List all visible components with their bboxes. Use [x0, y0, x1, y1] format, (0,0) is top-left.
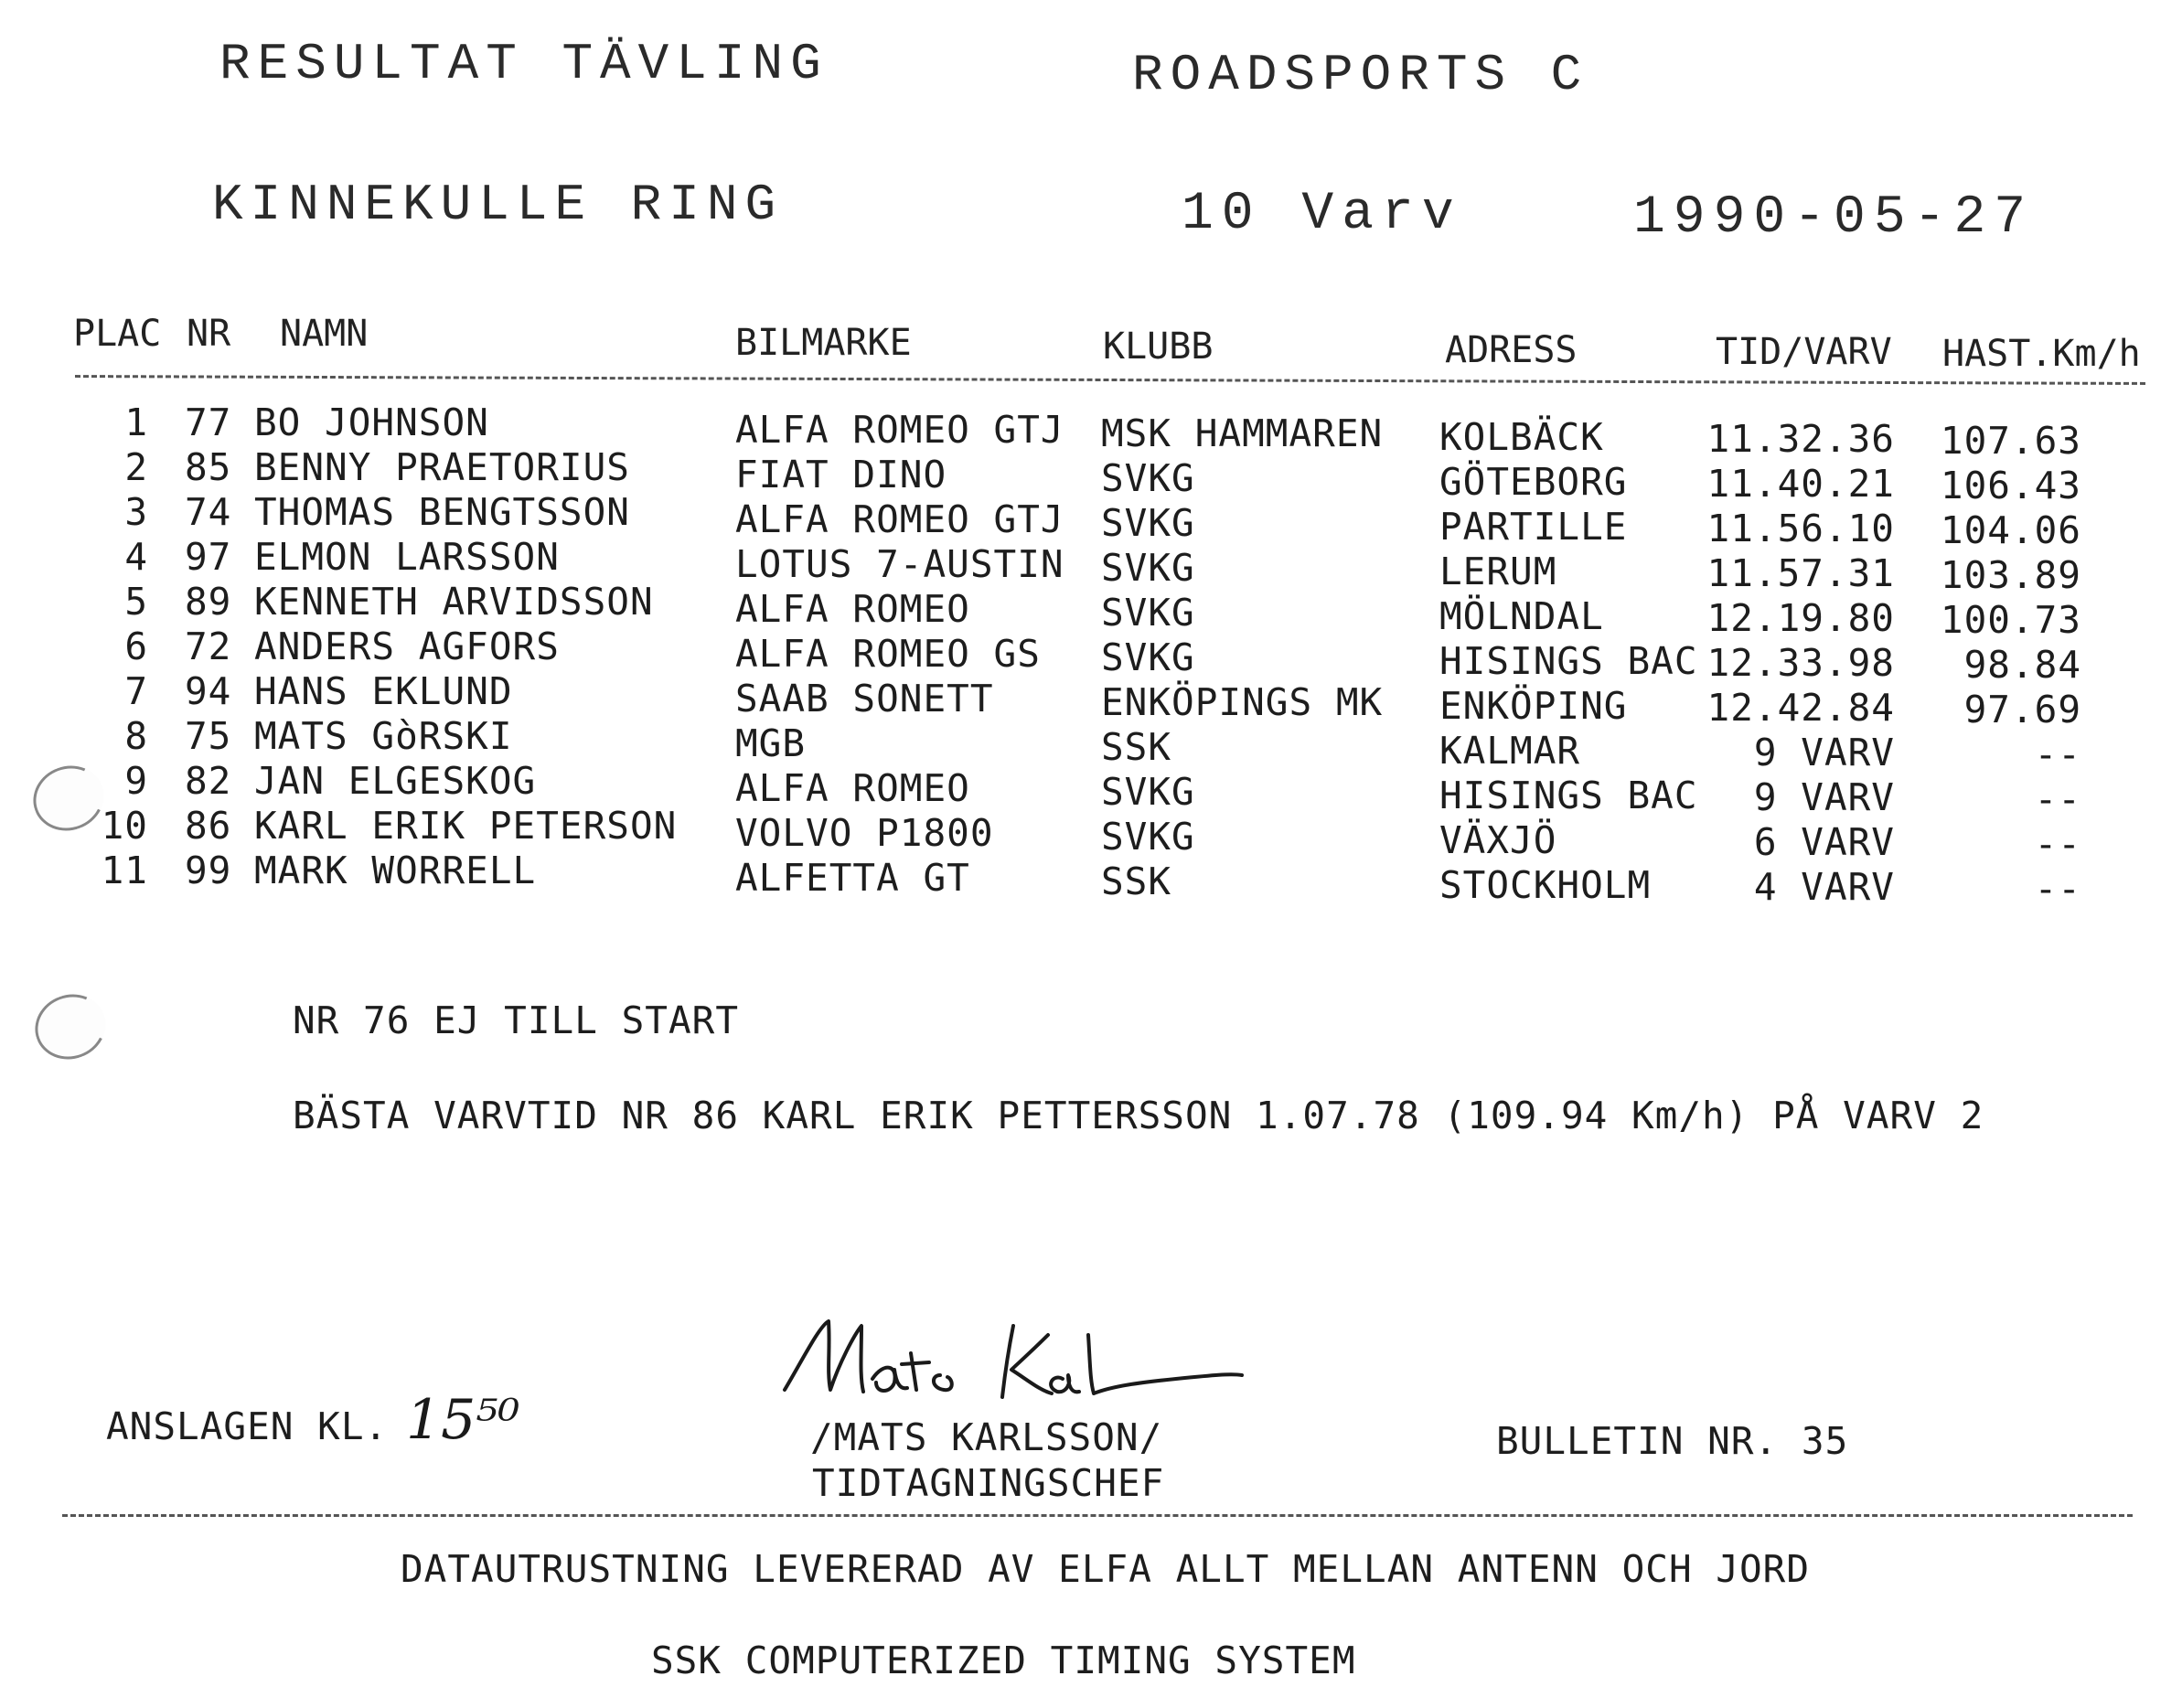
row-plac: 4 — [124, 535, 148, 579]
row-nr: 77 — [185, 400, 232, 444]
row-speed: 100.73 — [1940, 598, 2081, 642]
row-nr: 75 — [185, 714, 232, 758]
row-address: GÖTEBORG — [1439, 460, 1628, 504]
row-plac: 10 — [101, 804, 148, 848]
col-adress: ADRESS — [1445, 329, 1578, 371]
row-name: MARK WORRELL — [254, 849, 537, 892]
lap-count: 10 Varv — [1182, 185, 1462, 244]
row-address: LERUM — [1439, 550, 1557, 593]
signer-name: /MATS KARLSSON/ — [810, 1415, 1163, 1459]
row-speed: 107.63 — [1940, 419, 2081, 463]
row-club: SVKG — [1101, 815, 1195, 859]
row-address: PARTILLE — [1439, 505, 1628, 549]
row-time: 11.32.36 — [1706, 417, 1895, 461]
row-speed: 98.84 — [1963, 643, 2081, 687]
row-club: SVKG — [1101, 770, 1195, 814]
row-address: KALMAR — [1439, 729, 1581, 773]
row-club: SVKG — [1101, 591, 1195, 635]
row-time: 11.40.21 — [1706, 462, 1895, 506]
row-speed: 97.69 — [1963, 688, 2081, 731]
row-nr: 85 — [185, 445, 232, 489]
row-club: SVKG — [1101, 501, 1195, 545]
row-club: MSK HAMMAREN — [1101, 411, 1384, 455]
row-speed: 104.06 — [1940, 508, 2081, 552]
row-name: KARL ERIK PETERSON — [254, 804, 678, 848]
row-car: MGB — [735, 721, 807, 765]
row-address: MÖLNDAL — [1439, 594, 1604, 638]
row-speed: -- — [2034, 867, 2081, 911]
row-name: HANS EKLUND — [254, 669, 513, 713]
timing-system-line: SSK COMPUTERIZED TIMING SYSTEM — [651, 1639, 1356, 1682]
row-time: 12.33.98 — [1706, 641, 1895, 685]
row-name: MATS GòRSKI — [254, 714, 513, 758]
race-date: 1990-05-27 — [1633, 188, 2035, 248]
row-name: ANDERS AGFORS — [254, 624, 560, 668]
row-car: SAAB SONETT — [735, 677, 994, 721]
row-car: LOTUS 7-AUSTIN — [735, 542, 1064, 586]
track-name: KINNEKULLE RING — [212, 176, 784, 234]
row-plac: 11 — [101, 849, 148, 892]
row-car: ALFA ROMEO — [735, 587, 970, 631]
row-nr: 89 — [185, 580, 232, 624]
row-plac: 8 — [124, 714, 148, 758]
col-klubb: KLUBB — [1103, 326, 1214, 368]
row-club: SSK — [1101, 725, 1172, 769]
row-time: 12.19.80 — [1706, 596, 1895, 640]
row-speed: -- — [2034, 732, 2081, 776]
row-speed: 103.89 — [1940, 553, 2081, 597]
row-time: 11.56.10 — [1706, 507, 1895, 550]
row-address: STOCKHOLM — [1439, 863, 1652, 907]
title-right: ROADSPORTS C — [1132, 46, 1589, 104]
col-nr: NR — [187, 313, 231, 355]
col-bilmarke: BILMARKE — [735, 322, 912, 364]
row-plac: 3 — [124, 490, 148, 534]
signer-title: TIDTAGNINGSCHEF — [812, 1461, 1165, 1505]
row-address: ENKÖPING — [1439, 684, 1628, 728]
header-separator — [75, 375, 2145, 385]
row-plac: 2 — [124, 445, 148, 489]
col-plac: PLAC — [73, 313, 162, 355]
row-nr: 74 — [185, 490, 232, 534]
row-address: KOLBÄCK — [1439, 415, 1604, 459]
row-nr: 86 — [185, 804, 232, 848]
row-speed: 106.43 — [1940, 464, 2081, 507]
row-plac: 9 — [124, 759, 148, 803]
footer-separator — [62, 1514, 2133, 1517]
row-car: ALFA ROMEO — [735, 766, 970, 810]
row-address: HISINGS BAC — [1439, 774, 1698, 817]
row-address: HISINGS BAC — [1439, 639, 1698, 683]
row-name: BO JOHNSON — [254, 400, 489, 444]
row-club: ENKÖPINGS MK — [1101, 680, 1384, 724]
row-club: SSK — [1101, 859, 1172, 903]
row-time: 9 VARV — [1753, 775, 1895, 819]
row-nr: 82 — [185, 759, 232, 803]
sponsor-line: DATAUTRUSTNING LEVERERAD AV ELFA ALLT MELLAN ANTENN OCH JORD — [401, 1547, 1811, 1591]
col-hast: HAST.Km/h — [1942, 333, 2141, 375]
row-car: ALFA ROMEO GTJ — [735, 497, 1064, 541]
row-time: 9 VARV — [1753, 731, 1895, 774]
row-car: FIAT DINO — [735, 453, 947, 496]
col-tid-varv: TID/VARV — [1716, 331, 1892, 373]
row-plac: 7 — [124, 669, 148, 713]
row-name: KENNETH ARVIDSSON — [254, 580, 654, 624]
row-speed: -- — [2034, 822, 2081, 866]
row-car: VOLVO P1800 — [735, 811, 994, 855]
row-car: ALFETTA GT — [735, 856, 970, 900]
row-time: 6 VARV — [1753, 820, 1895, 864]
row-time: 4 VARV — [1753, 865, 1895, 909]
row-club: SVKG — [1101, 635, 1195, 679]
row-car: ALFA ROMEO GS — [735, 632, 1041, 676]
row-name: BENNY PRAETORIUS — [254, 445, 630, 489]
row-name: THOMAS BENGTSSON — [254, 490, 630, 534]
row-nr: 97 — [185, 535, 232, 579]
best-lap-note: BÄSTA VARVTID NR 86 KARL ERIK PETTERSSON 1.07.78 (109.94 Km/h) PÅ VARV 2 — [293, 1094, 1984, 1137]
row-nr: 72 — [185, 624, 232, 668]
bulletin-number: BULLETIN NR. 35 — [1496, 1419, 1849, 1463]
row-nr: 94 — [185, 669, 232, 713]
row-name: ELMON LARSSON — [254, 535, 560, 579]
row-nr: 99 — [185, 849, 232, 892]
row-club: SVKG — [1101, 456, 1195, 500]
title-left: RESULTAT TÄVLING — [219, 35, 829, 93]
punch-hole-lower — [26, 985, 114, 1069]
posted-time: 15⁵⁰ — [406, 1388, 520, 1452]
row-time: 11.57.31 — [1706, 551, 1895, 595]
row-plac: 1 — [124, 400, 148, 444]
posted-label: ANSLAGEN KL. — [106, 1404, 389, 1448]
row-car: ALFA ROMEO GTJ — [735, 408, 1064, 452]
row-club: SVKG — [1101, 546, 1195, 590]
no-start-note: NR 76 EJ TILL START — [293, 998, 739, 1042]
row-name: JAN ELGESKOG — [254, 759, 537, 803]
row-speed: -- — [2034, 777, 2081, 821]
row-plac: 6 — [124, 624, 148, 668]
row-address: VÄXJÖ — [1439, 818, 1557, 862]
col-namn: NAMN — [280, 313, 369, 355]
row-plac: 5 — [124, 580, 148, 624]
row-time: 12.42.84 — [1706, 686, 1895, 730]
